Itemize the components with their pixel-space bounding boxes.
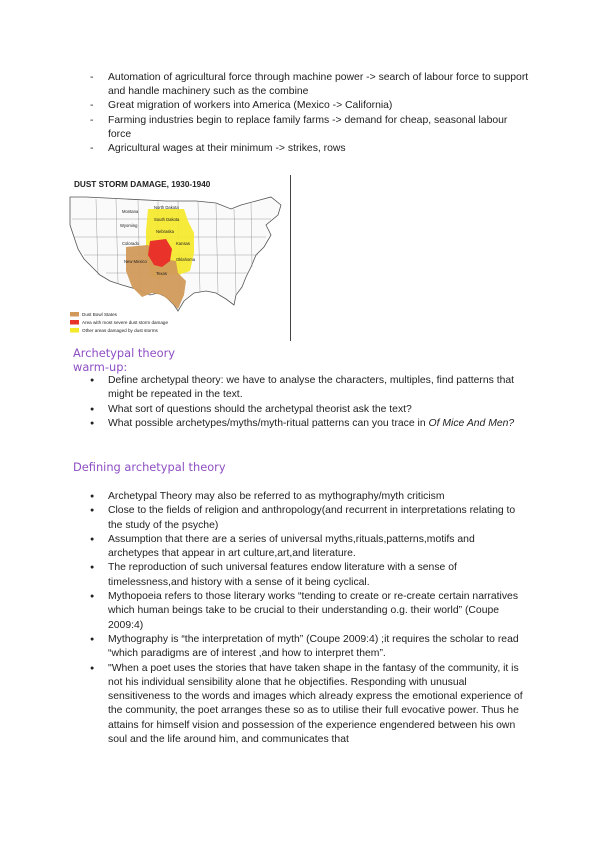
list-item: ● Close to the fields of religion and anthropology(and recurrent in interpretations relating to the study of the psyche) bbox=[90, 504, 528, 533]
list-item: - Great migration of workers into America (Mexico -> California) bbox=[90, 99, 530, 113]
intro-dash-list bbox=[90, 71, 530, 156]
list-item: ● Assumption that there are a series of universal myths,rituals,patterns,motifs and archetypes that appear in art culture,art,and literature. bbox=[90, 533, 528, 562]
legend-swatch bbox=[70, 328, 79, 333]
state-label: North Dakota bbox=[154, 205, 179, 210]
us-map-image bbox=[66, 175, 296, 341]
list-item-text: What possible archetypes/myths/myth-ritual patterns can you trace in bbox=[108, 417, 429, 429]
legend-swatch bbox=[70, 312, 79, 317]
state-label: Nebraska bbox=[156, 229, 174, 234]
list-item: - Farming industries begin to replace family farms -> demand for cheap, seasonal labour force bbox=[90, 114, 530, 142]
dust-storm-map bbox=[66, 175, 296, 341]
warmup-bullet-list bbox=[90, 374, 528, 431]
list-item: ● Mythography is “the interpretation of myth” (Coupe 2009:4) ;it requires the scholar to read “which paradigms are of interest ,and how to interpret them”. bbox=[90, 633, 528, 662]
legend-label: Other areas damaged by dust storms bbox=[82, 328, 158, 333]
map-divider bbox=[290, 175, 291, 341]
list-item: ● What sort of questions should the archetypal theorist ask the text? bbox=[90, 403, 528, 417]
state-label: Montana bbox=[122, 209, 139, 214]
list-item: ● "When a poet uses the stories that have taken shape in the fantasy of the community, it is not his individual sensibility alone that he objectifies. Responding with unusual sensitiveness to the words and images which already express the emotional experience of the community, the poet arranges these so as to utilise their full evocative power. Thus he attains for himself vision and possession of the experience engendered between his own soul and the life around him, and communicates that bbox=[90, 662, 528, 748]
list-item: ● The reproduction of such universal features endow literature with a sense of timelessness,and history with a sense of it being cyclical. bbox=[90, 561, 528, 590]
legend-label: Area with most severe dust storm damage bbox=[82, 320, 169, 325]
defining-bullet-list bbox=[90, 490, 528, 747]
section-heading-defining: Defining archetypal theory bbox=[73, 460, 226, 474]
map-legend bbox=[70, 312, 168, 333]
book-title: Of Mice And Men? bbox=[428, 417, 515, 429]
list-item: - Automation of agricultural force through machine power -> search of labour force to support and handle machinery such as the combine bbox=[90, 71, 530, 99]
list-item bbox=[90, 417, 528, 431]
section-heading-archetypal: Archetypal theory bbox=[73, 346, 176, 360]
state-label: Colorado bbox=[122, 241, 139, 246]
state-label: Kansas bbox=[176, 241, 190, 246]
list-item: ● Archetypal Theory may also be referred to as mythography/myth criticism bbox=[90, 490, 528, 504]
list-item: - Agricultural wages at their minimum -> strikes, rows bbox=[90, 142, 530, 156]
legend-label: Dust Bowl States bbox=[82, 312, 117, 317]
list-item: ● Mythopoeia refers to those literary works “tending to create or re-create certain narratives which human beings take to be crucial to their understanding o.g. their world” (Coupe 2009:4) bbox=[90, 590, 528, 633]
state-label: Wyoming bbox=[120, 223, 138, 228]
state-label: Texas bbox=[156, 271, 167, 276]
state-label: Oklahoma bbox=[176, 257, 196, 262]
section-subheading-warmup: warm-up: bbox=[73, 360, 128, 374]
list-item: ● Define archetypal theory: we have to analyse the characters, multiples, find patterns that might be repeated in the text. bbox=[90, 374, 528, 403]
legend-swatch bbox=[70, 320, 79, 325]
state-label: New Mexico bbox=[124, 259, 147, 264]
map-title: DUST STORM DAMAGE, 1930-1940 bbox=[74, 180, 211, 189]
state-label: South Dakota bbox=[154, 217, 180, 222]
